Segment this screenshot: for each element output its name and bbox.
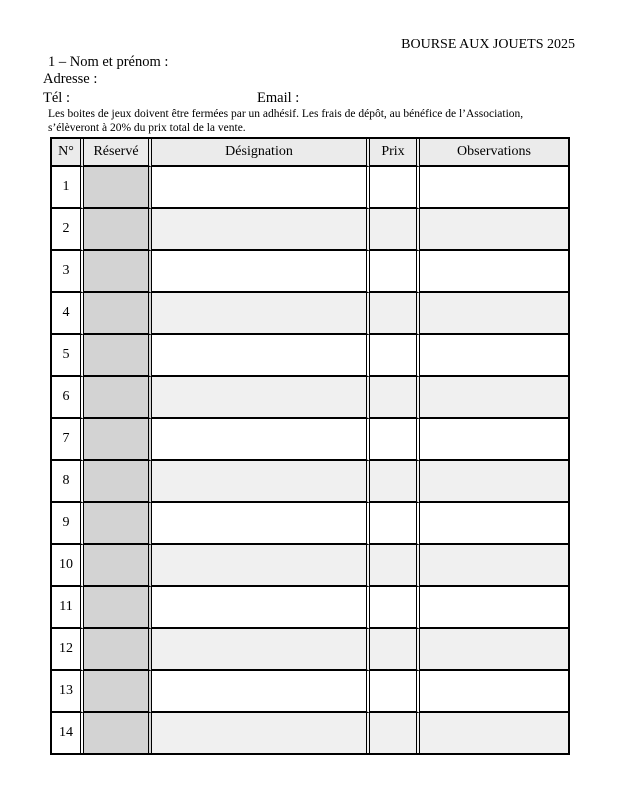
table-row [52, 419, 568, 461]
row-number-cell: 2 [52, 209, 84, 251]
price-cell[interactable] [370, 503, 420, 545]
reserved-cell[interactable] [84, 671, 152, 713]
reserved-cell[interactable] [84, 461, 152, 503]
observations-cell[interactable] [420, 377, 568, 419]
reserved-cell[interactable] [84, 629, 152, 671]
price-cell[interactable] [370, 545, 420, 587]
price-cell[interactable] [370, 167, 420, 209]
price-cell[interactable] [370, 629, 420, 671]
column-header-reserved: Réservé [84, 139, 152, 167]
price-cell[interactable] [370, 419, 420, 461]
table-row [52, 251, 568, 293]
observations-cell[interactable] [420, 209, 568, 251]
observations-cell[interactable] [420, 419, 568, 461]
reserved-cell[interactable] [84, 377, 152, 419]
reserved-cell[interactable] [84, 503, 152, 545]
price-cell[interactable] [370, 251, 420, 293]
column-header-observations: Observations [420, 139, 568, 167]
reserved-cell[interactable] [84, 251, 152, 293]
designation-cell[interactable] [152, 293, 370, 335]
form-title: BOURSE AUX JOUETS 2025 [401, 37, 575, 52]
email-label: Email : [257, 90, 300, 106]
phone-label: Tél : [43, 90, 70, 106]
reserved-cell[interactable] [84, 587, 152, 629]
observations-cell[interactable] [420, 461, 568, 503]
table-row [52, 671, 568, 713]
table-row [52, 713, 568, 753]
designation-cell[interactable] [152, 419, 370, 461]
row-number-cell: 3 [52, 251, 84, 293]
observations-cell[interactable] [420, 629, 568, 671]
address-label: Adresse : [43, 71, 98, 87]
column-header-designation: Désignation [152, 139, 370, 167]
table-row [52, 377, 568, 419]
observations-cell[interactable] [420, 671, 568, 713]
designation-cell[interactable] [152, 587, 370, 629]
table-row [52, 503, 568, 545]
designation-cell[interactable] [152, 713, 370, 753]
row-number-cell: 9 [52, 503, 84, 545]
designation-cell[interactable] [152, 461, 370, 503]
table-row [52, 209, 568, 251]
observations-cell[interactable] [420, 251, 568, 293]
row-number-cell: 6 [52, 377, 84, 419]
table-header-row [52, 139, 568, 167]
deposit-notice: Les boites de jeux doivent être fermées par un adhésif. Les frais de dépôt, au bénéfice de l’Association, s’élèveront à 20% du prix total de la vente. [48, 108, 524, 134]
price-cell[interactable] [370, 293, 420, 335]
designation-cell[interactable] [152, 167, 370, 209]
designation-cell[interactable] [152, 377, 370, 419]
designation-cell[interactable] [152, 545, 370, 587]
table-row [52, 545, 568, 587]
table-row [52, 293, 568, 335]
table-row [52, 167, 568, 209]
price-cell[interactable] [370, 335, 420, 377]
price-cell[interactable] [370, 461, 420, 503]
reserved-cell[interactable] [84, 713, 152, 753]
designation-cell[interactable] [152, 335, 370, 377]
designation-cell[interactable] [152, 503, 370, 545]
designation-cell[interactable] [152, 209, 370, 251]
row-number-cell: 8 [52, 461, 84, 503]
row-number-cell: 10 [52, 545, 84, 587]
row-number-cell: 12 [52, 629, 84, 671]
observations-cell[interactable] [420, 293, 568, 335]
table-row [52, 629, 568, 671]
table-row [52, 587, 568, 629]
row-number-cell: 7 [52, 419, 84, 461]
price-cell[interactable] [370, 713, 420, 753]
designation-cell[interactable] [152, 629, 370, 671]
price-cell[interactable] [370, 671, 420, 713]
table-row [52, 335, 568, 377]
observations-cell[interactable] [420, 503, 568, 545]
row-number-cell: 13 [52, 671, 84, 713]
reserved-cell[interactable] [84, 545, 152, 587]
observations-cell[interactable] [420, 167, 568, 209]
reserved-cell[interactable] [84, 419, 152, 461]
name-label: 1 – Nom et prénom : [48, 54, 169, 70]
row-number-cell: 5 [52, 335, 84, 377]
row-number-cell: 11 [52, 587, 84, 629]
reserved-cell[interactable] [84, 335, 152, 377]
row-number-cell: 4 [52, 293, 84, 335]
price-cell[interactable] [370, 377, 420, 419]
designation-cell[interactable] [152, 671, 370, 713]
reserved-cell[interactable] [84, 209, 152, 251]
observations-cell[interactable] [420, 713, 568, 753]
observations-cell[interactable] [420, 587, 568, 629]
column-header-price: Prix [370, 139, 420, 167]
price-cell[interactable] [370, 209, 420, 251]
row-number-cell: 14 [52, 713, 84, 753]
designation-cell[interactable] [152, 251, 370, 293]
observations-cell[interactable] [420, 335, 568, 377]
observations-cell[interactable] [420, 545, 568, 587]
row-number-cell: 1 [52, 167, 84, 209]
reserved-cell[interactable] [84, 167, 152, 209]
price-cell[interactable] [370, 587, 420, 629]
column-header-number: N° [52, 139, 84, 167]
table-row [52, 461, 568, 503]
reserved-cell[interactable] [84, 293, 152, 335]
items-table [50, 137, 570, 755]
